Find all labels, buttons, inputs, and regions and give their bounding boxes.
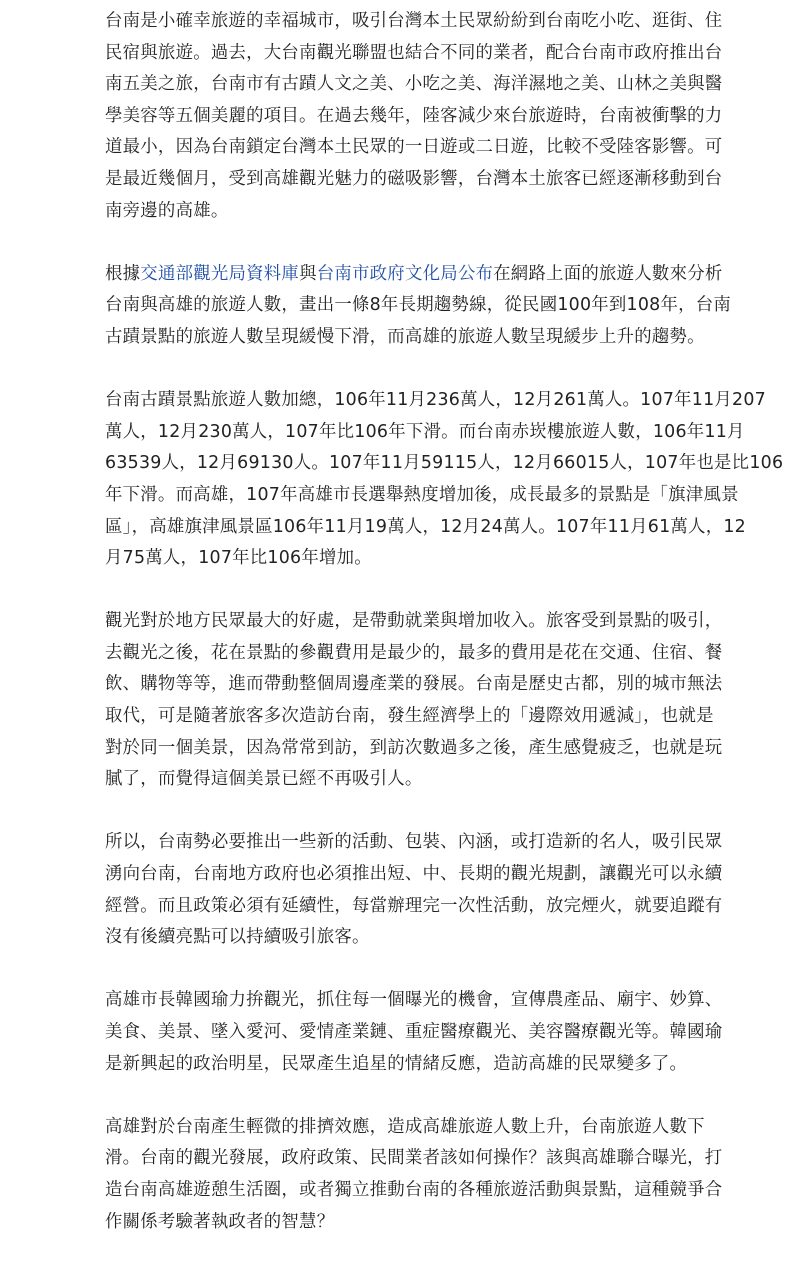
text-segment: 去觀光之後，花在景點的參觀費用是最少的，最多的費用是花在交通、住宿、餐 [105, 642, 723, 663]
article-paragraph [105, 385, 784, 575]
paragraph-line [105, 38, 755, 70]
paragraph-line [105, 891, 755, 923]
paragraph-line [105, 69, 755, 101]
article-body [105, 6, 784, 1238]
paragraph-line [105, 638, 755, 670]
text-segment: 經營。而且政策必須有延續性，每當辦理完一次性活動，放完煙火，就要追蹤有 [105, 895, 723, 916]
paragraph-line [105, 290, 755, 322]
text-segment: 高雄市長韓國瑜力拚觀光，抓住每一個曝光的機會，宣傳農產品、廟宇、妙算、 [105, 990, 723, 1011]
article-paragraph [105, 259, 755, 354]
text-segment: 年下滑。而高雄，107年高雄市長選舉熱度增加後，成長最多的景點是「旗津風景 [105, 484, 739, 505]
text-segment: 南五美之旅，台南市有古蹟人文之美、小吃之美、海洋濕地之美、山林之美與醫 [105, 74, 723, 95]
paragraph-line [105, 480, 755, 512]
text-segment: 滑。台南的觀光發展，政府政策、民間業者該如何操作？該與高雄聯合曝光，打 [105, 1148, 723, 1169]
paragraph-line [105, 1112, 755, 1144]
paragraph-line [105, 512, 755, 544]
text-segment: 作關係考驗著執政者的智慧？ [105, 1211, 335, 1232]
paragraph-line [105, 132, 755, 164]
text-segment: 湧向台南，台南地方政府也必須推出短、中、長期的觀光規劃，讓觀光可以永續 [105, 864, 723, 885]
text-segment: 取代，可是隨著旅客多次造訪台南，發生經濟學上的「邊際效用遞減」，也就是 [105, 706, 714, 727]
article-paragraph [105, 1112, 755, 1238]
text-segment: 飲、購物等等，進而帶動整個周邊產業的發展。台南是歷史古都，別的城市無法 [105, 674, 723, 695]
paragraph-line [105, 701, 755, 733]
text-segment: 膩了，而覺得這個美景已經不再吸引人。 [105, 769, 423, 790]
paragraph-line [105, 827, 755, 859]
article-paragraph [105, 6, 755, 227]
text-segment: 根據 [105, 263, 141, 284]
paragraph-line [105, 1049, 755, 1081]
paragraph-line [105, 764, 755, 796]
text-segment: 是最近幾個月，受到高雄觀光魅力的磁吸影響，台灣本土旅客已經逐漸移動到台 [105, 168, 723, 189]
text-segment: 造台南高雄遊憩生活圈，或者獨立推動台南的各種旅遊活動與景點，這種競爭合 [105, 1179, 723, 1200]
paragraph-line [105, 922, 755, 954]
tourism-bureau-database-link[interactable]: 交通部觀光局資料庫 [140, 263, 300, 284]
text-segment: 台南是小確幸旅遊的幸福城市，吸引台灣本土民眾紛紛到台南吃小吃、逛街、住 [105, 11, 723, 31]
text-segment: 南旁邊的高雄。 [105, 200, 229, 221]
text-segment: 與 [299, 263, 317, 284]
paragraph-line [105, 164, 755, 196]
paragraph-line [105, 1175, 755, 1207]
text-segment: 對於同一個美景，因為常常到訪，到訪次數過多之後，產生感覺疲乏，也就是玩 [105, 737, 723, 758]
text-segment: 月75萬人，107年比106年增加。 [105, 548, 372, 569]
article-paragraph [105, 985, 755, 1080]
text-segment: 沒有後續亮點可以持續吸引旅客。 [105, 927, 370, 948]
text-segment: 台南古蹟景點旅遊人數加總，106年11月236萬人，12月261萬人。107年11月207 [105, 390, 766, 411]
text-segment: 63539人，12月69130人。107年11月59115人，12月66015人，107年也是比106 [105, 453, 784, 474]
paragraph-line [105, 322, 755, 354]
paragraph-line [105, 859, 755, 891]
paragraph-line [105, 606, 755, 638]
text-segment: 台南與高雄的旅遊人數，畫出一條8年長期趨勢線，從民國100年到108年，台南 [105, 295, 732, 316]
paragraph-line [105, 1143, 755, 1175]
article-paragraph [105, 606, 755, 796]
text-segment: 高雄對於台南產生輕微的排擠效應，造成高雄旅遊人數上升，台南旅遊人數下 [105, 1116, 705, 1137]
text-segment: 是新興起的政治明星，民眾產生追星的情緒反應，造訪高雄的民眾變多了。 [105, 1053, 688, 1074]
text-segment: 道最小，因為台南鎖定台灣本土民眾的一日遊或二日遊，比較不受陸客影響。可 [105, 137, 723, 158]
text-segment: 萬人，12月230萬人，107年比106年下滑。而台南赤崁樓旅遊人數，106年11月 [105, 421, 745, 442]
paragraph-line [105, 101, 755, 133]
article-paragraph [105, 827, 755, 953]
paragraph-line [105, 985, 755, 1017]
tainan-culture-bureau-link[interactable]: 台南市政府文化局公布 [316, 263, 494, 284]
paragraph-line [105, 417, 755, 449]
paragraph-line [105, 543, 755, 575]
text-segment: 觀光對於地方民眾最大的好處，是帶動就業與增加收入。旅客受到景點的吸引， [105, 611, 723, 632]
text-segment: 區」，高雄旗津風景區106年11月19萬人，12月24萬人。107年11月61萬人，12 [105, 516, 746, 537]
text-segment: 民宿與旅遊。過去，大台南觀光聯盟也結合不同的業者，配合台南市政府推出台 [105, 42, 723, 63]
paragraph-line [105, 669, 755, 701]
text-segment: 古蹟景點的旅遊人數呈現緩慢下滑，而高雄的旅遊人數呈現緩步上升的趨勢。 [105, 326, 705, 347]
text-segment: 在網路上面的旅遊人數來分析 [493, 263, 723, 284]
text-segment: 所以，台南勢必要推出一些新的活動、包裝、內涵，或打造新的名人，吸引民眾 [105, 832, 723, 853]
paragraph-line [105, 1207, 755, 1239]
text-segment: 美食、美景、墜入愛河、愛情產業鏈、重症醫療觀光、美容醫療觀光等。韓國瑜 [105, 1022, 723, 1042]
paragraph-line [105, 385, 766, 417]
paragraph-line [105, 259, 755, 291]
paragraph-line [105, 733, 755, 765]
paragraph-line [105, 1017, 755, 1049]
text-segment: 學美容等五個美麗的項目。在過去幾年，陸客減少來台旅遊時，台南被衝擊的力 [105, 105, 723, 126]
paragraph-line [105, 196, 755, 228]
paragraph-line [105, 6, 755, 38]
paragraph-line [105, 448, 784, 480]
